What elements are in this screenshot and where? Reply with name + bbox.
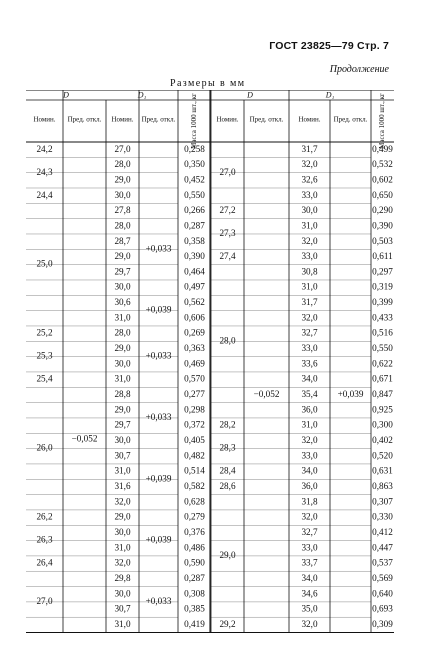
right-d1-nominal: 35,0 <box>301 603 318 614</box>
left-mass: 0,482 <box>184 450 205 461</box>
right-mass: 0,503 <box>372 235 393 246</box>
left-mass: 0,298 <box>184 404 205 415</box>
left-mass: 0,258 <box>184 143 205 154</box>
left-d1-nominal: 30,6 <box>114 297 131 308</box>
right-mass: 0,399 <box>372 297 393 308</box>
right-d1-nominal: 31,7 <box>301 143 318 154</box>
left-d1-nominal: 30,0 <box>114 189 131 200</box>
left-d1-nominal: 27,0 <box>114 143 131 154</box>
right-d1-nominal: 36,0 <box>301 404 318 415</box>
right-mass: 0,671 <box>372 373 393 384</box>
right-mass: 0,569 <box>372 573 393 584</box>
left-d1-nominal: 31,0 <box>114 312 131 323</box>
left-d1-nominal: 29,0 <box>114 511 131 522</box>
left-mass: 0,497 <box>184 281 205 292</box>
left-mass: 0,452 <box>184 174 205 185</box>
dimensions-table-svg <box>26 90 394 635</box>
left-d1-nominal: 30,0 <box>114 281 131 292</box>
left-mass: 0,464 <box>184 266 205 277</box>
right-d1-nominal: 33,6 <box>301 358 318 369</box>
dimensions-table <box>26 90 394 635</box>
left-d-tolerance: −0,052 <box>71 433 98 444</box>
right-mass: 0,847 <box>372 389 393 400</box>
left-d-nominal: 24,4 <box>36 189 53 200</box>
right-d1-nominal: 32,7 <box>301 527 318 538</box>
right-d1-nominal: 31,7 <box>301 297 318 308</box>
left-d-nominal: 25,4 <box>36 373 53 384</box>
column-header: Пред. откл. <box>249 115 284 124</box>
right-d1-nominal: 31,8 <box>301 496 318 507</box>
left-mass: 0,390 <box>184 251 205 262</box>
left-d1-nominal: 30,0 <box>114 435 131 446</box>
group-header: D₁ <box>325 90 335 100</box>
left-mass: 0,287 <box>184 220 205 231</box>
left-mass: 0,628 <box>184 496 205 507</box>
right-d1-nominal: 31,0 <box>301 220 318 231</box>
left-d1-tolerance: +0,033 <box>145 350 172 361</box>
right-mass: 0,693 <box>372 603 393 614</box>
right-mass: 0,622 <box>372 358 393 369</box>
right-mass: 0,520 <box>372 450 393 461</box>
left-d-nominal: 26,2 <box>36 511 53 522</box>
right-d-nominal: 27,0 <box>219 166 236 177</box>
left-mass: 0,486 <box>184 542 205 553</box>
right-d1-nominal: 31,0 <box>301 281 318 292</box>
right-d-tolerance: −0,052 <box>253 389 280 400</box>
column-header: Пред. откл. <box>141 115 176 124</box>
left-d-nominal: 26,4 <box>36 557 53 568</box>
right-d-nominal: 27,2 <box>219 205 236 216</box>
right-d1-nominal: 33,0 <box>301 343 318 354</box>
right-mass: 0,602 <box>372 174 393 185</box>
left-mass: 0,269 <box>184 327 205 338</box>
right-mass: 0,412 <box>372 527 393 538</box>
group-header: D₁ <box>137 90 147 100</box>
right-mass: 0,650 <box>372 189 393 200</box>
left-d1-nominal: 28,0 <box>114 327 131 338</box>
column-header: Номин. <box>216 115 239 124</box>
left-d-nominal: 25,0 <box>36 258 53 269</box>
left-d1-nominal: 30,0 <box>114 588 131 599</box>
left-d1-nominal: 31,0 <box>114 619 131 630</box>
left-d-nominal: 24,2 <box>36 143 53 154</box>
left-d1-tolerance: +0,033 <box>145 412 172 423</box>
left-d1-nominal: 29,0 <box>114 404 131 415</box>
right-mass: 0,499 <box>372 143 393 154</box>
continuation-note: Продолжение <box>329 64 389 75</box>
left-mass: 0,350 <box>184 159 205 170</box>
left-d1-nominal: 29,7 <box>114 266 131 277</box>
right-d1-nominal: 32,0 <box>301 235 318 246</box>
left-d1-nominal: 29,0 <box>114 174 131 185</box>
left-d1-nominal: 31,0 <box>114 465 131 476</box>
right-mass: 0,447 <box>372 542 393 553</box>
right-d1-nominal: 30,0 <box>301 205 318 216</box>
left-d1-nominal: 31,6 <box>114 481 131 492</box>
right-d-nominal: 28,3 <box>219 442 236 453</box>
right-d1-nominal: 32,0 <box>301 619 318 630</box>
left-d1-nominal: 30,7 <box>114 603 131 614</box>
left-d1-nominal: 29,7 <box>114 419 131 430</box>
right-d-nominal: 28,0 <box>219 335 236 346</box>
left-mass: 0,358 <box>184 235 205 246</box>
right-mass: 0,550 <box>372 343 393 354</box>
left-d1-nominal: 27,8 <box>114 205 131 216</box>
left-mass: 0,266 <box>184 205 205 216</box>
column-header: Номин. <box>298 115 321 124</box>
right-mass: 0,532 <box>372 159 393 170</box>
column-header: Номин. <box>111 115 134 124</box>
left-d1-nominal: 29,8 <box>114 573 131 584</box>
right-d1-nominal: 32,0 <box>301 511 318 522</box>
left-mass: 0,606 <box>184 312 205 323</box>
left-d1-tolerance: +0,033 <box>145 243 172 254</box>
right-d-nominal: 27,4 <box>219 251 236 262</box>
left-d1-tolerance: +0,039 <box>145 304 172 315</box>
standard-reference: ГОСТ 23825—79 Стр. 7 <box>269 40 389 52</box>
right-d1-nominal: 30,8 <box>301 266 318 277</box>
right-d1-nominal: 35,4 <box>301 389 318 400</box>
right-d1-nominal: 33,0 <box>301 189 318 200</box>
right-d1-nominal: 34,0 <box>301 573 318 584</box>
left-d-nominal: 27,0 <box>36 596 53 607</box>
left-mass: 0,277 <box>184 389 205 400</box>
right-mass: 0,537 <box>372 557 393 568</box>
column-header: Пред. откл. <box>333 115 368 124</box>
right-d-nominal: 29,2 <box>219 619 236 630</box>
left-mass: 0,590 <box>184 557 205 568</box>
left-d1-nominal: 28,7 <box>114 235 131 246</box>
left-d1-nominal: 30,7 <box>114 450 131 461</box>
right-d1-nominal: 32,6 <box>301 174 318 185</box>
right-mass: 0,319 <box>372 281 393 292</box>
left-mass: 0,570 <box>184 373 205 384</box>
group-header: D <box>63 90 69 100</box>
left-d-nominal: 26,3 <box>36 534 53 545</box>
left-mass: 0,363 <box>184 343 205 354</box>
column-header: Номин. <box>33 115 56 124</box>
sizes-caption: Размеры в мм <box>170 78 246 89</box>
right-mass: 0,309 <box>372 619 393 630</box>
left-d1-nominal: 30,0 <box>114 527 131 538</box>
left-mass: 0,376 <box>184 527 205 538</box>
right-mass: 0,631 <box>372 465 393 476</box>
mass-header: Масса 1000 шт., кг <box>378 93 387 149</box>
left-mass: 0,385 <box>184 603 205 614</box>
right-mass: 0,640 <box>372 588 393 599</box>
left-d-nominal: 24,3 <box>36 166 53 177</box>
right-d1-nominal: 33,0 <box>301 450 318 461</box>
left-mass: 0,562 <box>184 297 205 308</box>
left-d1-nominal: 29,0 <box>114 343 131 354</box>
left-mass: 0,469 <box>184 358 205 369</box>
right-d1-nominal: 33,0 <box>301 542 318 553</box>
left-d1-nominal: 28,0 <box>114 159 131 170</box>
right-d-nominal: 28,4 <box>219 465 236 476</box>
right-mass: 0,611 <box>372 251 393 262</box>
left-mass: 0,405 <box>184 435 205 446</box>
right-d1-nominal: 33,7 <box>301 557 318 568</box>
right-d1-nominal: 34,6 <box>301 588 318 599</box>
left-d-nominal: 25,3 <box>36 350 53 361</box>
right-d1-nominal: 32,7 <box>301 327 318 338</box>
right-mass: 0,307 <box>372 496 393 507</box>
right-d1-nominal: 34,0 <box>301 373 318 384</box>
left-mass: 0,550 <box>184 189 205 200</box>
left-d1-nominal: 31,0 <box>114 373 131 384</box>
left-mass: 0,419 <box>184 619 205 630</box>
mass-header: Масса 1000 шт., кг <box>190 93 199 149</box>
left-mass: 0,514 <box>184 465 205 476</box>
right-mass: 0,863 <box>372 481 393 492</box>
left-d1-tolerance: +0,039 <box>145 473 172 484</box>
group-header: D <box>247 90 253 100</box>
right-d-nominal: 28,2 <box>219 419 236 430</box>
left-mass: 0,582 <box>184 481 205 492</box>
right-d1-nominal: 32,0 <box>301 312 318 323</box>
left-d1-nominal: 28,8 <box>114 389 131 400</box>
right-mass: 0,433 <box>372 312 393 323</box>
right-d1-nominal: 32,0 <box>301 435 318 446</box>
right-d-nominal: 27,3 <box>219 228 236 239</box>
right-mass: 0,390 <box>372 220 393 231</box>
right-d-nominal: 28,6 <box>219 481 236 492</box>
right-d1-nominal: 33,0 <box>301 251 318 262</box>
right-d1-nominal: 31,0 <box>301 419 318 430</box>
right-mass: 0,300 <box>372 419 393 430</box>
left-d1-nominal: 30,0 <box>114 358 131 369</box>
right-mass: 0,402 <box>372 435 393 446</box>
right-mass: 0,330 <box>372 511 393 522</box>
left-mass: 0,279 <box>184 511 205 522</box>
right-mass: 0,297 <box>372 266 393 277</box>
left-d1-tolerance: +0,039 <box>145 534 172 545</box>
left-mass: 0,372 <box>184 419 205 430</box>
left-d1-nominal: 28,0 <box>114 220 131 231</box>
right-mass: 0,925 <box>372 404 393 415</box>
right-mass: 0,516 <box>372 327 393 338</box>
left-d1-nominal: 31,0 <box>114 542 131 553</box>
right-d1-tolerance: +0,039 <box>337 389 364 400</box>
right-mass: 0,290 <box>372 205 393 216</box>
left-d1-nominal: 32,0 <box>114 557 131 568</box>
left-d-nominal: 26,0 <box>36 442 53 453</box>
right-d1-nominal: 34,0 <box>301 465 318 476</box>
left-mass: 0,308 <box>184 588 205 599</box>
right-d1-nominal: 32,0 <box>301 159 318 170</box>
left-mass: 0,287 <box>184 573 205 584</box>
left-d1-nominal: 29,0 <box>114 251 131 262</box>
left-d1-tolerance: +0,033 <box>145 596 172 607</box>
right-d-nominal: 29,0 <box>219 550 236 561</box>
left-d1-nominal: 32,0 <box>114 496 131 507</box>
left-d-nominal: 25,2 <box>36 327 53 338</box>
right-d1-nominal: 36,0 <box>301 481 318 492</box>
column-header: Пред. откл. <box>67 115 102 124</box>
